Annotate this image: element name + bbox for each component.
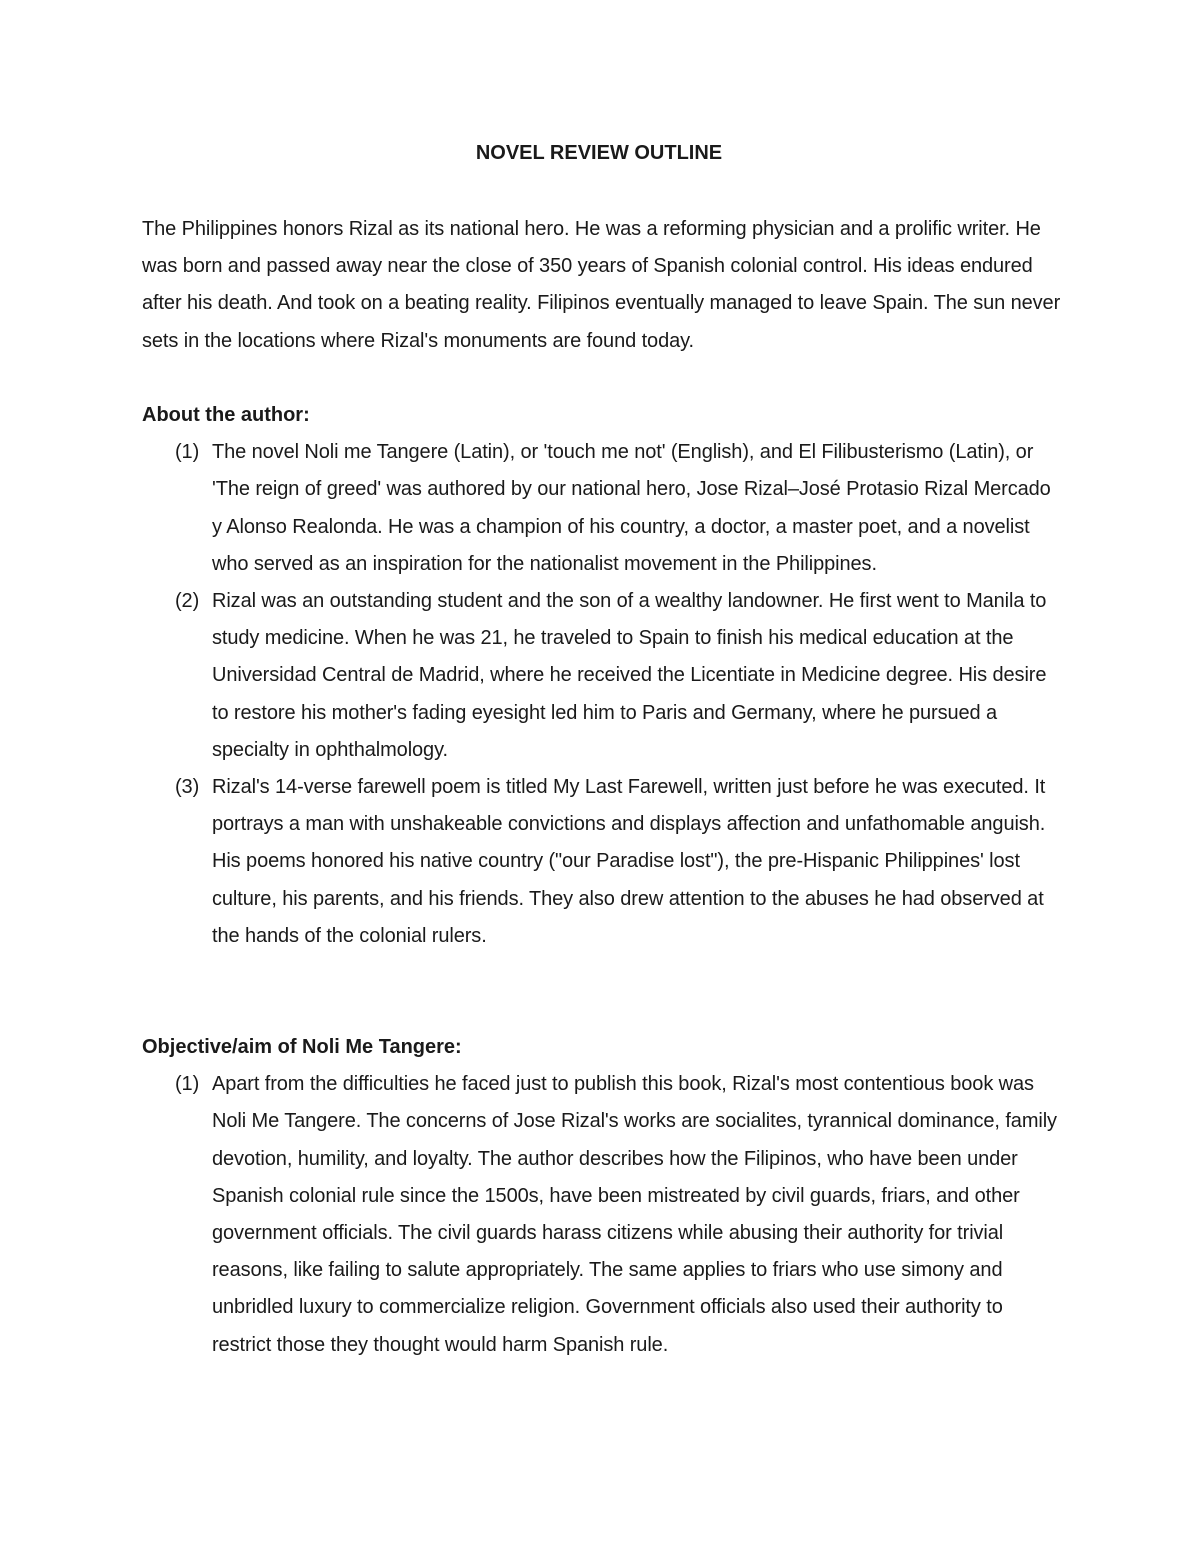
list-item-text: Rizal was an outstanding student and the son of a wealthy landowner. He first went to Manila to study medicine. When he was 21, he traveled to Spain to finish his medical education at the Universidad Central de Madrid, where he received the Licentiate in Medicine degree. His desire to restore his mother's fading eyesight led him to Paris and Germany, where he pursued a specialty in ophthalmology. <box>212 590 1047 761</box>
list-item-number: (2) <box>175 590 200 613</box>
list-item-number: (1) <box>175 1073 200 1096</box>
list-item-text: The novel Noli me Tangere (Latin), or 'touch me not' (English), and El Filibusterismo (Latin), or 'The reign of greed' was authored by our national hero, Jose Rizal–José Protasio Rizal Mercado y Alonso Realonda. He was a champion of his country, a doctor, a master poet, and a novelist who served as an inspiration for the nationalist movement in the Philippines. <box>212 441 1051 575</box>
section-heading: About the author: <box>142 404 310 426</box>
section-about-author <box>142 397 1062 955</box>
section-objective <box>142 1029 1062 1364</box>
list-item <box>142 1066 1062 1364</box>
numbered-list <box>142 1066 1062 1364</box>
list-item-text: Apart from the difficulties he faced just to publish this book, Rizal's most contentious book was Noli Me Tangere. The concerns of Jose Rizal's works are socialites, tyrannical dominance, family devotion, humility, and loyalty. The author describes how the Filipinos, who have been under Spanish colonial rule since the 1500s, have been mistreated by civil guards, friars, and other government officials. The civil guards harass citizens while abusing their authority for trivial reasons, like failing to salute appropriately. The same applies to friars who use simony and unbridled luxury to commercialize religion. Government officials also used their authority to restrict those they thought would harm Spanish rule. <box>212 1073 1057 1356</box>
numbered-list <box>142 434 1062 955</box>
list-item <box>142 583 1062 769</box>
intro-paragraph: The Philippines honors Rizal as its national hero. He was a reforming physician and a prolific writer. He was born and passed away near the close of 350 years of Spanish colonial control. His ideas endured after his death. And took on a beating reality. Filipinos eventually managed to leave Spain. The sun never sets in the locations where Rizal's monuments are found today. <box>142 218 1061 352</box>
list-item-number: (3) <box>175 776 200 799</box>
section-heading: Objective/aim of Noli Me Tangere: <box>142 1036 462 1058</box>
list-item-number: (1) <box>175 441 200 464</box>
list-item <box>142 434 1062 583</box>
document-title: NOVEL REVIEW OUTLINE <box>475 142 723 164</box>
list-item-text: Rizal's 14-verse farewell poem is titled My Last Farewell, written just before he was executed. It portrays a man with unshakeable convictions and displays affection and unfathomable anguish. His poems honored his native country ("our Paradise lost"), the pre-Hispanic Philippines' lost culture, his parents, and his friends. They also drew attention to the abuses he had observed at the hands of the colonial rulers. <box>212 776 1046 947</box>
list-item <box>142 769 1062 955</box>
